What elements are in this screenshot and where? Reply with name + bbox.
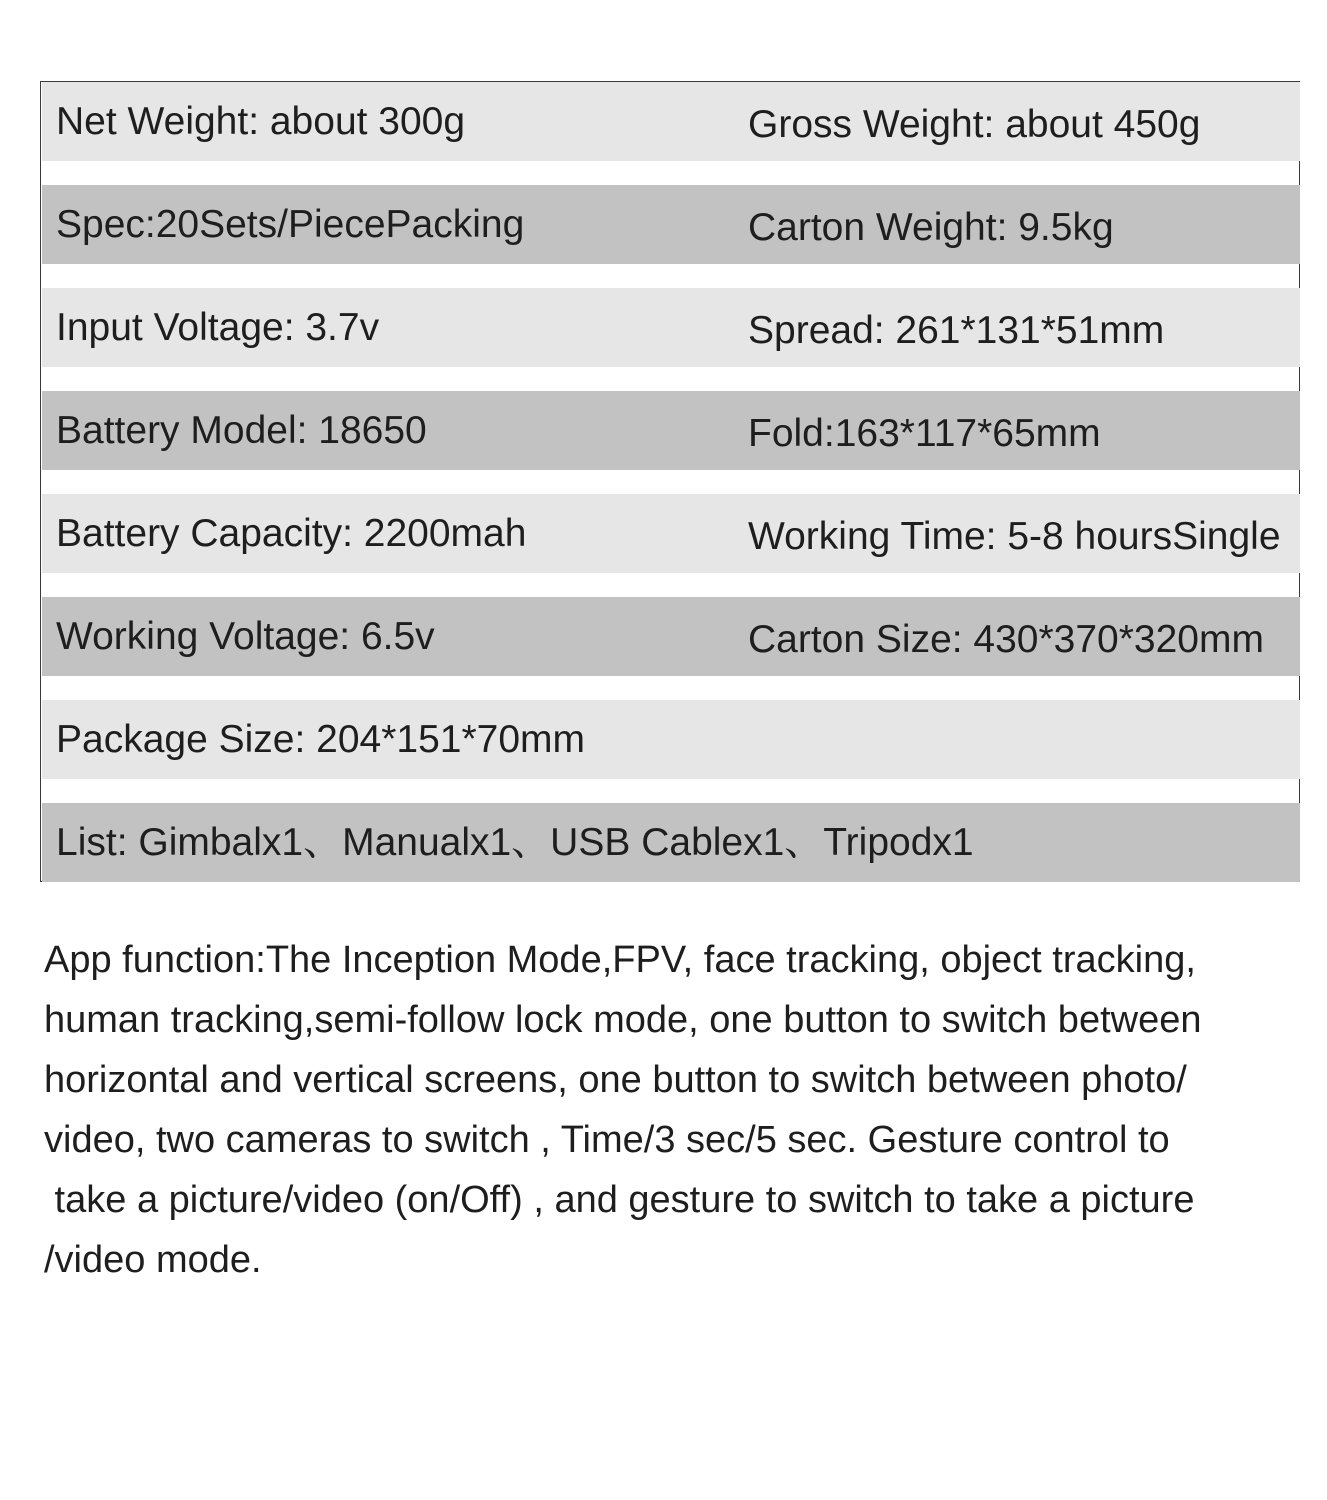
- description-line: horizontal and vertical screens, one button to switch between photo/: [44, 1059, 1187, 1101]
- spec-cell-right: Fold:163*117*65mm: [748, 412, 1101, 455]
- spec-table: [40, 81, 1300, 882]
- app-function-description: [44, 930, 1304, 1290]
- spec-cell-right: Working Time: 5-8 hoursSingle: [748, 515, 1281, 558]
- description-line: /video mode.: [44, 1239, 262, 1281]
- spec-cell-right: Carton Weight: 9.5kg: [748, 206, 1114, 249]
- spec-cell-right: Carton Size: 430*370*320mm: [748, 618, 1264, 661]
- spec-cell-right: Gross Weight: about 450g: [748, 103, 1201, 146]
- spec-row: [42, 494, 1300, 573]
- spec-row: [42, 803, 1300, 882]
- spec-row: [42, 288, 1300, 367]
- spec-row: [42, 700, 1300, 779]
- spec-cell-left: Working Voltage: 6.5v: [56, 615, 435, 658]
- spec-row: [42, 82, 1300, 161]
- spec-row: [42, 391, 1300, 470]
- spec-cell-left: Net Weight: about 300g: [56, 100, 466, 143]
- description-line: App function:The Inception Mode,FPV, face tracking, object tracking,: [44, 939, 1196, 981]
- spec-cell-left: Input Voltage: 3.7v: [56, 306, 380, 349]
- spec-cell-right: Spread: 261*131*51mm: [748, 309, 1165, 352]
- spec-row: [42, 597, 1300, 676]
- spec-cell-left: Battery Model: 18650: [56, 409, 427, 452]
- spec-cell-left: Battery Capacity: 2200mah: [56, 512, 527, 555]
- description-line: take a picture/video (on/Off) , and gesture to switch to take a picture: [44, 1179, 1195, 1221]
- description-line: video, two cameras to switch , Time/3 sec/5 sec. Gesture control to: [44, 1119, 1170, 1161]
- spec-row: [42, 185, 1300, 264]
- description-line: human tracking,semi-follow lock mode, one button to switch between: [44, 999, 1202, 1041]
- spec-cell-left: Spec:20Sets/PiecePacking: [56, 203, 525, 246]
- spec-cell-left: List: Gimbalx1、Manualx1、USB Cablex1、Tripodx1: [56, 821, 974, 864]
- spec-cell-left: Package Size: 204*151*70mm: [56, 718, 585, 761]
